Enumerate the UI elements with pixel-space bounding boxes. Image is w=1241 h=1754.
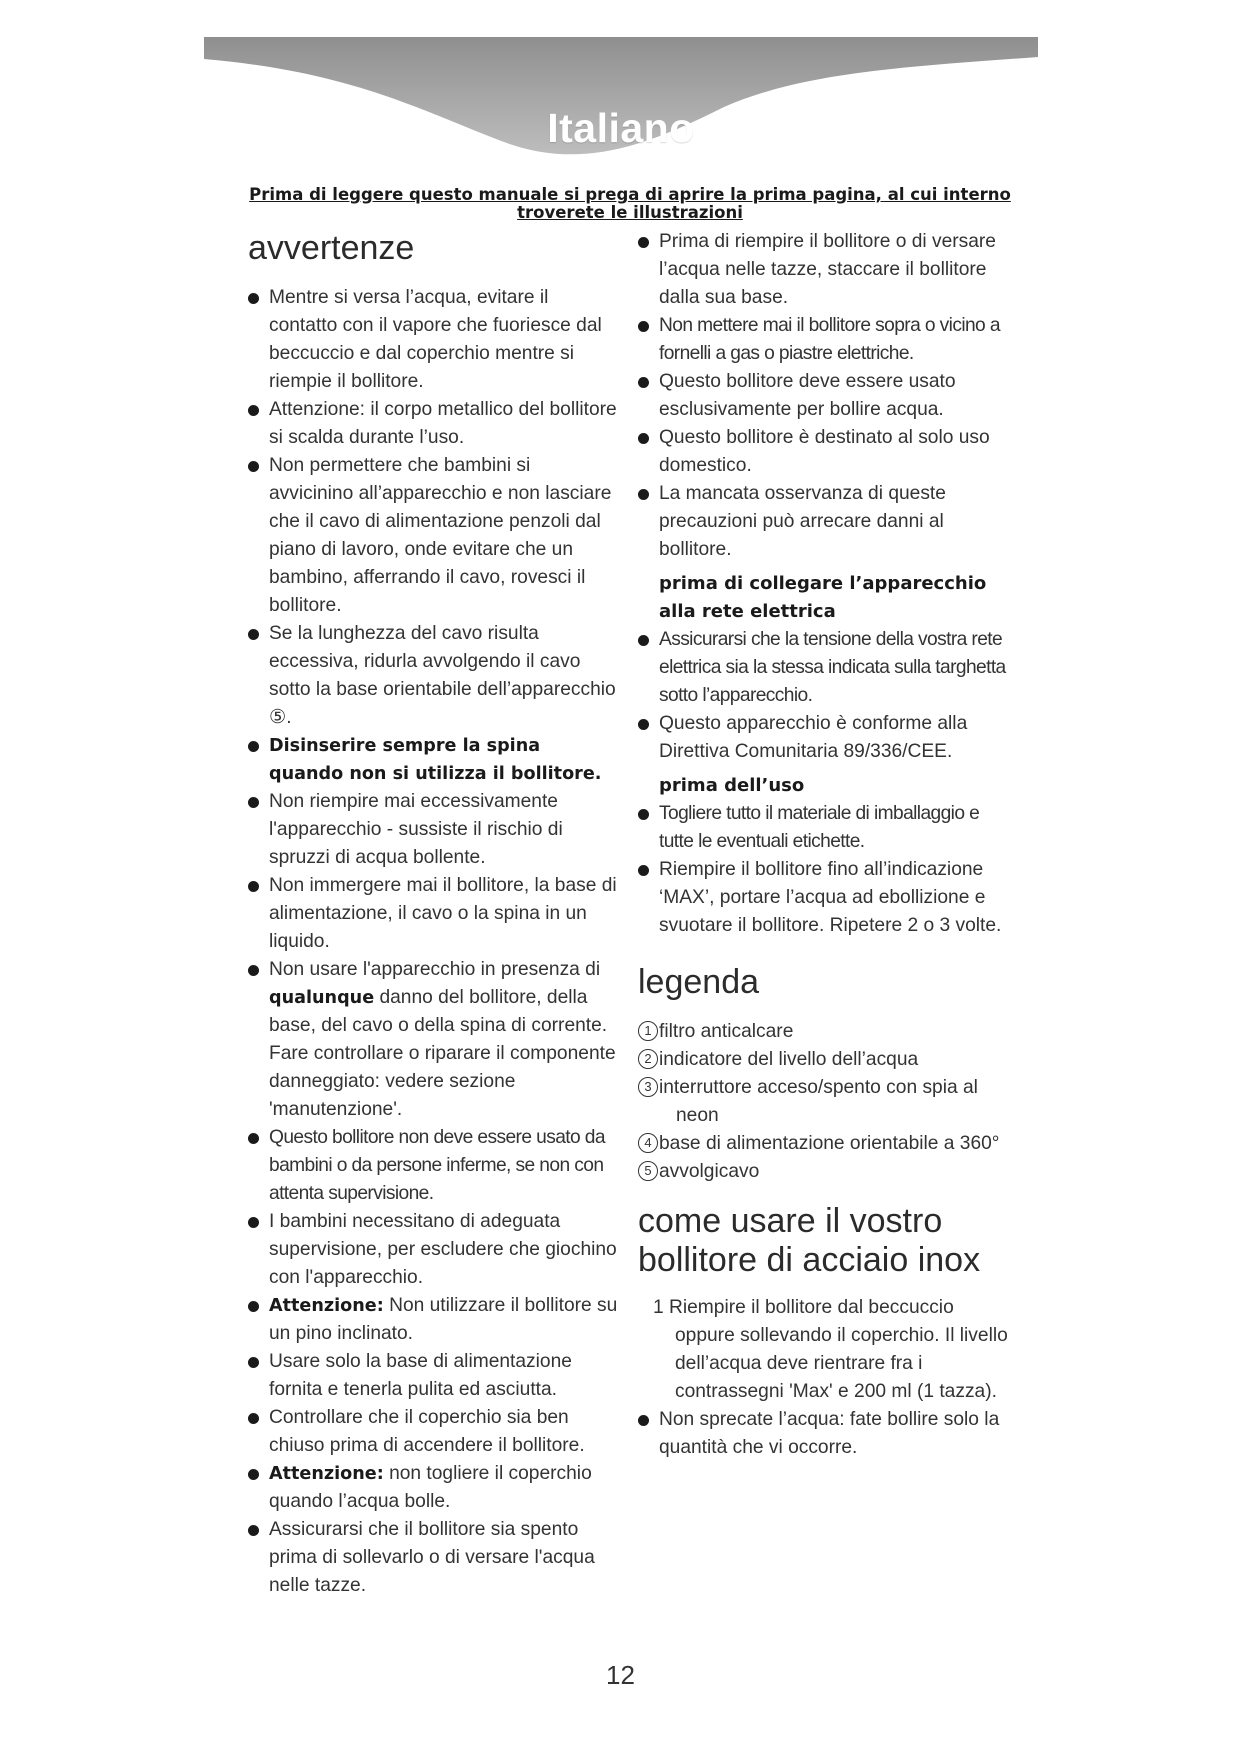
emphasis: qualunque	[269, 988, 375, 1008]
legend-list	[638, 1018, 1008, 1186]
before-use-heading: prima dell’uso	[659, 775, 805, 796]
warnings-list-continued	[638, 228, 1008, 564]
how-to-use-notes	[638, 1406, 1008, 1462]
left-column	[248, 228, 618, 1600]
list-item: Disinserire sempre la spina quando non si utilizza il bollitore.	[248, 732, 618, 788]
list-item-text: Non utilizzare il bollitore su un pino inclinato.	[269, 1295, 618, 1344]
list-item: Se la lunghezza del cavo risulta eccessiva, ridurla avvolgendo il cavo sotto la base orientabile dell’apparecchio ⑤.	[248, 620, 618, 732]
before-plugging-heading: prima di collegare l’apparecchio alla rete elettrica	[659, 573, 987, 622]
list-item: Non riempire mai eccessivamente l'apparecchio - sussiste il rischio di spruzzi di acqua bollente.	[248, 788, 618, 872]
list-item: Prima di riempire il bollitore o di versare l’acqua nelle tazze, staccare il bollitore dalla sua base.	[638, 228, 1008, 312]
list-item: Non immergere mai il bollitore, la base di alimentazione, il cavo o la spina in un liquido.	[248, 872, 618, 956]
legend-text: base di alimentazione orientabile a 360°	[659, 1133, 1000, 1154]
list-item	[248, 1460, 618, 1516]
list-item: Assicurarsi che il bollitore sia spento prima di sollevarlo o di versare l'acqua nelle tazze.	[248, 1516, 618, 1600]
list-item: La mancata osservanza di queste precauzioni può arrecare danni al bollitore.	[638, 480, 1008, 564]
legend-number: 1	[638, 1021, 658, 1041]
legend-number: 5	[638, 1161, 658, 1181]
list-item: Mentre si versa l’acqua, evitare il contatto con il vapore che fuoriesce dal beccuccio e dal coperchio mentre si riempie il bollitore.	[248, 284, 618, 396]
list-item: Assicurarsi che la tensione della vostra rete elettrica sia la stessa indicata sulla targhetta sotto l’apparecchio.	[638, 626, 1008, 710]
legend-text: filtro anticalcare	[659, 1021, 794, 1042]
warnings-list	[248, 284, 618, 1600]
legend-text: interruttore acceso/spento con spia al neon	[659, 1077, 978, 1126]
how-to-use-heading: come usare il vostro bollitore di acciaio inox	[638, 1202, 981, 1279]
legend-number: 3	[638, 1077, 658, 1097]
list-item: Attenzione: il corpo metallico del bollitore si scalda durante l’uso.	[248, 396, 618, 452]
emphasis: Attenzione:	[269, 1464, 384, 1484]
page-number: 12	[606, 1660, 635, 1690]
list-item: Non permettere che bambini si avvicinino all’apparecchio e non lasciare che il cavo di alimentazione penzoli dal piano di lavoro, onde evitare che un bambino, afferrando il cavo, rovesci il bollitore.	[248, 452, 618, 620]
legend-text: indicatore del livello dell’acqua	[659, 1049, 919, 1070]
list-item: Riempire il bollitore fino all’indicazione ‘MAX’, portare l’acqua ad ebollizione e svuotare il bollitore. Ripetere 2 o 3 volte.	[638, 856, 1008, 940]
legend-text: avvolgicavo	[659, 1161, 760, 1182]
legend-heading: legenda	[638, 963, 760, 1001]
list-item	[248, 1292, 618, 1348]
list-item-text: Non usare l'apparecchio in presenza di	[269, 959, 601, 980]
list-item	[248, 956, 618, 1124]
header-title: Italiano	[547, 105, 695, 151]
legend-number: 2	[638, 1049, 658, 1069]
legend-item	[638, 1046, 1008, 1074]
legend-item	[638, 1130, 1008, 1158]
legend-item	[638, 1074, 1008, 1130]
warnings-heading: avvertenze	[248, 229, 415, 267]
right-column	[638, 228, 1008, 1462]
list-item: Questo apparecchio è conforme alla Direttiva Comunitaria 89/336/CEE.	[638, 710, 1008, 766]
intro-note: Prima di leggere questo manuale si prega di aprire la prima pagina, al cui interno troverete le illustrazioni	[249, 185, 1011, 222]
list-item: Questo bollitore è destinato al solo uso domestico.	[638, 424, 1008, 480]
list-item: Questo bollitore deve essere usato esclusivamente per bollire acqua.	[638, 368, 1008, 424]
list-item: Togliere tutto il materiale di imballaggio e tutte le eventuali etichette.	[638, 800, 1008, 856]
list-item-text: non togliere il coperchio quando l’acqua bolle.	[269, 1463, 592, 1512]
list-item-text: danno del bollitore, della base, del cavo o della spina di corrente. Fare controllare o riparare il componente danneggiato: vedere sezione 'manutenzione'.	[269, 987, 616, 1120]
before-plugging-list	[638, 626, 1008, 766]
header-banner	[204, 37, 1038, 185]
list-item: Non sprecate l’acqua: fate bollire solo la quantità che vi occorre.	[638, 1406, 1008, 1462]
legend-item	[638, 1018, 1008, 1046]
before-use-list	[638, 800, 1008, 940]
legend-item	[638, 1158, 1008, 1186]
list-item: Controllare che il coperchio sia ben chiuso prima di accendere il bollitore.	[248, 1404, 618, 1460]
list-item: I bambini necessitano di adeguata supervisione, per escludere che giochino con l'apparecchio.	[248, 1208, 618, 1292]
legend-number: 4	[638, 1133, 658, 1153]
list-item: Questo bollitore non deve essere usato da bambini o da persone inferme, se non con attenta supervisione.	[248, 1124, 618, 1208]
list-item: Non mettere mai il bollitore sopra o vicino a fornelli a gas o piastre elettriche.	[638, 312, 1008, 368]
list-item: Usare solo la base di alimentazione fornita e tenerla pulita ed asciutta.	[248, 1348, 618, 1404]
emphasis: Attenzione:	[269, 1296, 384, 1316]
step-item: 1 Riempire il bollitore dal beccuccio oppure sollevando il coperchio. Il livello dell’acqua deve rientrare fra i contrassegni 'Max' e 200 ml (1 tazza).	[653, 1297, 1008, 1402]
